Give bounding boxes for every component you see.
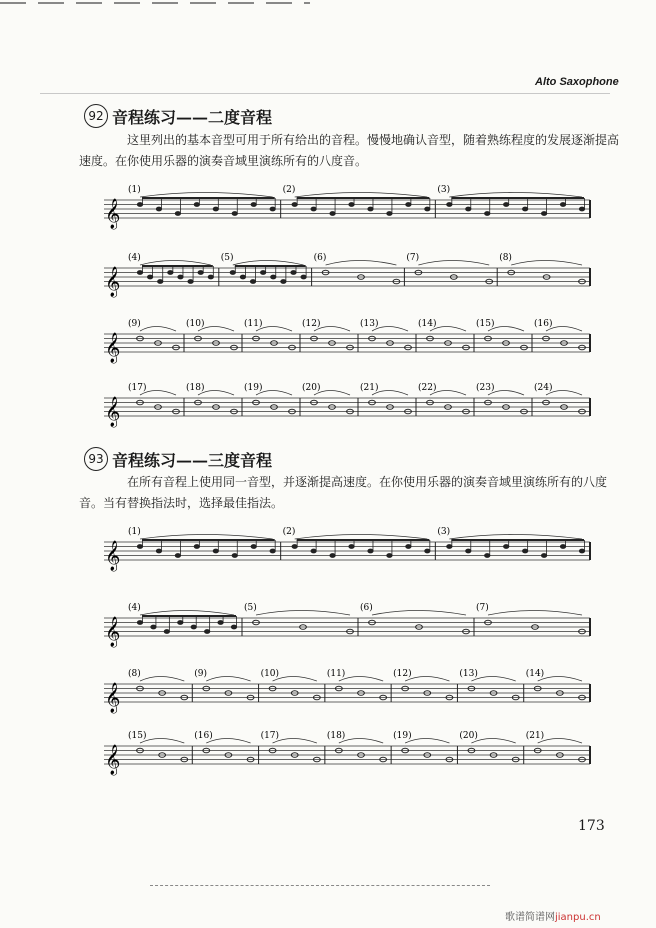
measure-number: (23) (476, 383, 495, 393)
section-92-title (84, 104, 272, 128)
treble-clef-icon: 𝄞 (105, 199, 121, 229)
measure-number: (15) (128, 731, 147, 741)
measure-number: (18) (326, 731, 346, 741)
note-head (191, 625, 196, 629)
measure-number: (16) (194, 731, 213, 741)
measure-number: (9) (128, 319, 141, 329)
note-head (406, 203, 411, 207)
slur (471, 677, 515, 682)
note-head (311, 549, 316, 553)
note-beam (142, 265, 213, 267)
note-head (541, 554, 546, 558)
measure-number: (17) (128, 383, 147, 393)
slur (140, 677, 184, 682)
note-head (232, 212, 237, 216)
slur (405, 677, 449, 682)
treble-clef-icon: 𝄞 (105, 745, 121, 775)
note-head (291, 271, 296, 275)
measure-number: (3) (437, 185, 451, 195)
note-head (387, 212, 392, 216)
slur (140, 535, 273, 540)
note-head (251, 203, 256, 207)
slur (449, 535, 582, 540)
note-head (213, 207, 218, 211)
note-head (188, 280, 193, 284)
measure-number: (11) (326, 669, 346, 679)
instrument-header: Alto Saxophone (535, 76, 619, 88)
note-beam (451, 197, 584, 199)
note-head (579, 207, 584, 211)
section-92-number: 92 (84, 104, 108, 128)
note-head (240, 275, 245, 279)
slur (233, 261, 304, 266)
note-head (194, 203, 199, 207)
note-head (425, 207, 430, 211)
measure-number: (8) (128, 669, 141, 679)
note-head (447, 545, 452, 549)
note-head (208, 275, 213, 279)
treble-clef-icon: 𝄞 (105, 541, 121, 571)
measure-number: (12) (393, 669, 412, 679)
note-head (368, 549, 373, 553)
section-92-line1: 这里列出的基本音型可用于所有给出的音程。慢慢地确认音型，随着熟练程度的发展逐渐提高 (127, 133, 620, 147)
slur (449, 193, 582, 198)
slur (488, 611, 582, 616)
measure-number: (9) (194, 669, 208, 679)
note-head (504, 545, 509, 549)
section-93-heading: 音程练习——三度音程 (112, 450, 273, 470)
section-93-title (84, 447, 272, 471)
note-head (175, 554, 180, 558)
slur (140, 739, 184, 744)
footer-rule (150, 885, 490, 887)
header-rule (40, 93, 610, 94)
top-dash-line (0, 0, 310, 6)
section-92-line2: 速度。在你使用乐器的演奏音域里演练所有的八度音。 (79, 154, 368, 168)
slur (418, 261, 489, 266)
slur (206, 677, 250, 682)
note-head (137, 621, 142, 625)
slur (339, 677, 383, 682)
note-head (271, 275, 276, 279)
note-head (504, 203, 509, 207)
note-head (213, 549, 218, 553)
slur (206, 739, 250, 744)
treble-clef-icon: 𝄞 (105, 267, 121, 297)
note-head (156, 549, 161, 553)
note-head (175, 212, 180, 216)
note-head (579, 549, 584, 553)
note-head (466, 549, 471, 553)
note-head (523, 207, 528, 211)
note-head (292, 203, 297, 207)
note-head (198, 271, 203, 275)
note-head (330, 212, 335, 216)
measure-number: (21) (525, 731, 545, 741)
note-head (560, 203, 565, 207)
measure-number: (14) (418, 319, 437, 329)
measure-number: (5) (244, 603, 257, 613)
measure-number: (1) (128, 185, 141, 195)
note-head (349, 545, 354, 549)
slur (295, 535, 428, 540)
slur (538, 677, 582, 682)
measure-number: (4) (128, 603, 141, 613)
measure-number: (13) (360, 319, 379, 329)
note-head (168, 271, 173, 275)
staff-row (0, 180, 656, 240)
measure-number: (7) (476, 603, 489, 613)
measure-number: (21) (360, 383, 379, 393)
note-head (311, 207, 316, 211)
slur (140, 611, 234, 616)
slur (256, 611, 350, 616)
watermark (505, 908, 601, 923)
note-head (466, 207, 471, 211)
note-head (178, 621, 183, 625)
measure-number: (18) (186, 383, 205, 393)
staff-row (0, 378, 656, 438)
note-head (301, 275, 306, 279)
measure-number: (16) (534, 319, 553, 329)
slur (511, 261, 582, 266)
note-beam (142, 539, 275, 541)
note-head (218, 621, 223, 625)
section-93-instructions (79, 472, 623, 514)
note-head (387, 554, 392, 558)
slur (538, 739, 582, 744)
staff-row (0, 248, 656, 308)
note-beam (297, 539, 430, 541)
note-beam (142, 615, 236, 617)
slur (405, 739, 449, 744)
slur (273, 677, 317, 682)
note-head (231, 625, 236, 629)
measure-number: (14) (525, 669, 545, 679)
measure-number: (2) (282, 185, 296, 195)
measure-number: (24) (534, 383, 553, 393)
treble-clef-icon: 𝄞 (105, 617, 121, 647)
section-92-instructions (79, 130, 623, 172)
note-head (158, 280, 163, 284)
note-head (368, 207, 373, 211)
note-head (560, 545, 565, 549)
note-head (148, 275, 153, 279)
staff-row (0, 726, 656, 786)
slur (140, 327, 176, 332)
note-head (349, 203, 354, 207)
treble-clef-icon: 𝄞 (105, 683, 121, 713)
slur (326, 261, 397, 266)
measure-number: (3) (437, 527, 451, 537)
staff-row (0, 598, 656, 658)
staff-row (0, 664, 656, 724)
note-head (137, 545, 142, 549)
measure-number: (10) (260, 669, 280, 679)
note-head (406, 545, 411, 549)
note-head (425, 549, 430, 553)
note-head (447, 203, 452, 207)
note-head (137, 271, 142, 275)
note-head (251, 545, 256, 549)
note-head (270, 549, 275, 553)
note-beam (235, 265, 306, 267)
measure-number: (6) (313, 253, 327, 263)
note-head (232, 554, 237, 558)
measure-number: (8) (499, 253, 512, 263)
slur (140, 193, 273, 198)
measure-number: (2) (282, 527, 296, 537)
note-head (485, 554, 490, 558)
measure-number: (12) (302, 319, 321, 329)
measure-number: (17) (260, 731, 280, 741)
note-beam (297, 197, 430, 199)
note-head (230, 271, 235, 275)
staff-row (0, 314, 656, 374)
note-head (523, 549, 528, 553)
treble-clef-icon: 𝄞 (105, 333, 121, 363)
note-head (281, 280, 286, 284)
measure-number: (22) (418, 383, 437, 393)
note-beam (451, 539, 584, 541)
note-head (194, 545, 199, 549)
measure-number: (5) (220, 253, 234, 263)
section-93-number: 93 (84, 447, 108, 471)
note-head (151, 625, 156, 629)
measure-number: (11) (244, 319, 263, 329)
note-head (261, 271, 266, 275)
measure-number: (7) (406, 253, 420, 263)
slur (339, 739, 383, 744)
staff-row (0, 522, 656, 582)
measure-number: (20) (302, 383, 321, 393)
measure-number: (10) (186, 319, 205, 329)
note-head (164, 630, 169, 634)
slur (295, 193, 428, 198)
treble-clef-icon: 𝄞 (105, 397, 121, 427)
measure-number: (4) (128, 253, 141, 263)
note-beam (142, 197, 275, 199)
measure-number: (20) (459, 731, 478, 741)
slur (471, 739, 515, 744)
note-head (137, 203, 142, 207)
measure-number: (1) (128, 527, 141, 537)
note-head (178, 275, 183, 279)
note-head (250, 280, 255, 284)
slur (273, 739, 317, 744)
watermark-text: 歌谱简谱网 (505, 912, 555, 923)
measure-number: (19) (393, 731, 412, 741)
section-92-heading: 音程练习——二度音程 (112, 107, 273, 127)
watermark-site: jianpu.cn (555, 912, 601, 923)
measure-number: (6) (360, 603, 373, 613)
note-head (292, 545, 297, 549)
section-93-line1: 在所有音程上使用同一音型，并逐渐提高速度。在你使用乐器的演奏音域里演练所有的八度 (127, 475, 608, 489)
measure-number: (19) (244, 383, 263, 393)
note-head (485, 212, 490, 216)
measure-number: (13) (459, 669, 478, 679)
note-head (270, 207, 275, 211)
note-head (156, 207, 161, 211)
note-head (205, 630, 210, 634)
measure-number: (15) (476, 319, 495, 329)
slur (372, 611, 466, 616)
slur (140, 261, 211, 266)
page-number: 173 (578, 818, 605, 834)
note-head (330, 554, 335, 558)
section-93-line2: 音。当有替换指法时，选择最佳指法。 (79, 496, 284, 510)
note-head (541, 212, 546, 216)
